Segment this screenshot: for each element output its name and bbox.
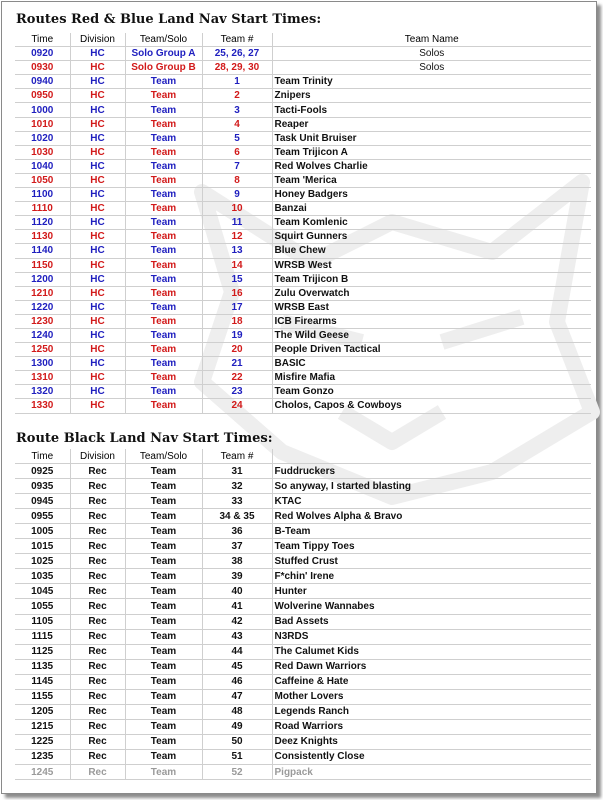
cell-team-name: Stuffed Crust (272, 554, 591, 569)
cell-division: Rec (70, 629, 125, 644)
cell-time: 1025 (15, 554, 70, 569)
cell-team-name: Team Tippy Toes (272, 539, 591, 554)
header-team-number: Team # (202, 449, 272, 464)
table-row (15, 145, 591, 159)
cell-team-solo: Team (125, 343, 202, 357)
cell-team-solo: Team (125, 464, 202, 479)
cell-time: 0945 (15, 494, 70, 509)
cell-team-solo: Team (125, 216, 202, 230)
cell-time: 0930 (15, 61, 70, 75)
table-row (15, 599, 591, 614)
cell-team-name: Honey Badgers (272, 188, 591, 202)
cell-team-solo: Team (125, 749, 202, 764)
cell-team-name: The Calumet Kids (272, 644, 591, 659)
cell-time: 0940 (15, 75, 70, 89)
cell-team-number: 48 (202, 704, 272, 719)
cell-team-solo: Team (125, 689, 202, 704)
header-time: Time (15, 33, 70, 47)
cell-team-solo: Team (125, 371, 202, 385)
cell-team-name: Cholos, Capos & Cowboys (272, 399, 591, 413)
cell-team-name: Mother Lovers (272, 689, 591, 704)
table-row (15, 131, 591, 145)
cell-team-solo: Team (125, 258, 202, 272)
table-row (15, 764, 591, 779)
cell-team-number: 12 (202, 230, 272, 244)
cell-time: 1000 (15, 103, 70, 117)
cell-time: 1220 (15, 300, 70, 314)
cell-team-name: The Wild Geese (272, 328, 591, 342)
cell-team-number: 28, 29, 30 (202, 61, 272, 75)
cell-team-name: WRSB West (272, 258, 591, 272)
cell-team-name: F*chin' Irene (272, 569, 591, 584)
cell-time: 1210 (15, 286, 70, 300)
header-team-name (272, 449, 591, 464)
table-row (15, 272, 591, 286)
table-header-row (15, 449, 591, 464)
cell-time: 1245 (15, 764, 70, 779)
cell-team-number: 13 (202, 244, 272, 258)
cell-team-name: Team Gonzo (272, 385, 591, 399)
table-row (15, 47, 591, 61)
cell-team-number: 42 (202, 614, 272, 629)
cell-division: Rec (70, 749, 125, 764)
cell-team-number: 4 (202, 117, 272, 131)
cell-team-number: 51 (202, 749, 272, 764)
cell-team-name: Squirt Gunners (272, 230, 591, 244)
cell-team-name: Deez Knights (272, 734, 591, 749)
cell-team-name: Team Trinity (272, 75, 591, 89)
cell-division: Rec (70, 524, 125, 539)
cell-team-solo: Team (125, 524, 202, 539)
cell-team-number: 23 (202, 385, 272, 399)
cell-team-solo: Team (125, 300, 202, 314)
cell-time: 1015 (15, 539, 70, 554)
table-row (15, 216, 591, 230)
cell-division: HC (70, 258, 125, 272)
cell-division: HC (70, 286, 125, 300)
cell-team-solo: Team (125, 272, 202, 286)
cell-team-name: WRSB East (272, 300, 591, 314)
cell-team-number: 21 (202, 357, 272, 371)
cell-division: HC (70, 272, 125, 286)
cell-team-solo: Team (125, 734, 202, 749)
cell-team-solo: Solo Group A (125, 47, 202, 61)
cell-team-solo: Team (125, 188, 202, 202)
cell-division: Rec (70, 479, 125, 494)
cell-division: Rec (70, 569, 125, 584)
cell-team-solo: Team (125, 674, 202, 689)
cell-team-name: Road Warriors (272, 719, 591, 734)
cell-team-number: 52 (202, 764, 272, 779)
cell-team-number: 31 (202, 464, 272, 479)
cell-team-number: 7 (202, 159, 272, 173)
cell-division: Rec (70, 614, 125, 629)
cell-team-name: KTAC (272, 494, 591, 509)
table-row (15, 159, 591, 173)
cell-team-name: Tacti-Fools (272, 103, 591, 117)
cell-division: HC (70, 75, 125, 89)
cell-team-name: Caffeine & Hate (272, 674, 591, 689)
cell-team-name: N3RDS (272, 629, 591, 644)
cell-team-name: Legends Ranch (272, 704, 591, 719)
cell-time: 1320 (15, 385, 70, 399)
cell-time: 1330 (15, 399, 70, 413)
table-row (15, 286, 591, 300)
cell-team-number: 40 (202, 584, 272, 599)
table-row (15, 357, 591, 371)
cell-team-solo: Team (125, 584, 202, 599)
header-division: Division (70, 33, 125, 47)
cell-time: 1205 (15, 704, 70, 719)
cell-time: 1020 (15, 131, 70, 145)
red-blue-schedule-table (15, 33, 591, 414)
table-row (15, 704, 591, 719)
cell-time: 1040 (15, 159, 70, 173)
cell-time: 1155 (15, 689, 70, 704)
cell-time: 1100 (15, 188, 70, 202)
cell-team-name: Team 'Merica (272, 173, 591, 187)
cell-team-name: Misfire Mafia (272, 371, 591, 385)
cell-division: Rec (70, 719, 125, 734)
cell-time: 1150 (15, 258, 70, 272)
cell-team-number: 46 (202, 674, 272, 689)
header-time: Time (15, 449, 70, 464)
header-team-solo: Team/Solo (125, 33, 202, 47)
cell-team-solo: Team (125, 704, 202, 719)
table-row (15, 584, 591, 599)
cell-team-number: 19 (202, 328, 272, 342)
cell-team-solo: Team (125, 629, 202, 644)
cell-team-number: 38 (202, 554, 272, 569)
cell-time: 1050 (15, 173, 70, 187)
cell-team-number: 2 (202, 89, 272, 103)
table-row (15, 117, 591, 131)
table-row (15, 61, 591, 75)
cell-team-number: 18 (202, 314, 272, 328)
table-header-row (15, 33, 591, 47)
cell-team-name: People Driven Tactical (272, 343, 591, 357)
cell-time: 0925 (15, 464, 70, 479)
cell-team-number: 22 (202, 371, 272, 385)
cell-time: 1300 (15, 357, 70, 371)
table-row (15, 539, 591, 554)
cell-team-solo: Team (125, 244, 202, 258)
table-row (15, 399, 591, 413)
cell-team-name: Bad Assets (272, 614, 591, 629)
cell-division: Rec (70, 494, 125, 509)
cell-team-number: 47 (202, 689, 272, 704)
cell-team-solo: Team (125, 89, 202, 103)
cell-team-number: 36 (202, 524, 272, 539)
cell-team-name: Team Trijicon B (272, 272, 591, 286)
cell-division: Rec (70, 464, 125, 479)
cell-team-name: Reaper (272, 117, 591, 131)
cell-time: 1250 (15, 343, 70, 357)
table-row (15, 644, 591, 659)
cell-team-name: Solos (272, 61, 591, 75)
cell-time: 1115 (15, 629, 70, 644)
cell-division: HC (70, 399, 125, 413)
cell-team-solo: Team (125, 286, 202, 300)
cell-division: Rec (70, 689, 125, 704)
cell-time: 1045 (15, 584, 70, 599)
table-row (15, 569, 591, 584)
cell-time: 0955 (15, 509, 70, 524)
cell-division: Rec (70, 734, 125, 749)
black-schedule-table (15, 449, 591, 780)
cell-team-name: Red Dawn Warriors (272, 659, 591, 674)
cell-team-number: 14 (202, 258, 272, 272)
cell-division: HC (70, 103, 125, 117)
cell-time: 1215 (15, 719, 70, 734)
cell-time: 1105 (15, 614, 70, 629)
cell-division: Rec (70, 644, 125, 659)
cell-division: HC (70, 357, 125, 371)
section1-title: Routes Red & Blue Land Nav Start Times: (16, 12, 322, 27)
table-row (15, 554, 591, 569)
cell-team-solo: Team (125, 159, 202, 173)
header-division: Division (70, 449, 125, 464)
cell-team-solo: Team (125, 539, 202, 554)
cell-division: HC (70, 202, 125, 216)
cell-team-solo: Team (125, 131, 202, 145)
cell-team-number: 1 (202, 75, 272, 89)
cell-team-solo: Team (125, 117, 202, 131)
cell-division: HC (70, 131, 125, 145)
table-row (15, 659, 591, 674)
table-row (15, 89, 591, 103)
table-row (15, 509, 591, 524)
table-row (15, 719, 591, 734)
cell-time: 1240 (15, 328, 70, 342)
cell-team-number: 41 (202, 599, 272, 614)
table-row (15, 385, 591, 399)
cell-division: HC (70, 117, 125, 131)
cell-team-name: Banzai (272, 202, 591, 216)
cell-team-name: Blue Chew (272, 244, 591, 258)
table-row (15, 173, 591, 187)
cell-team-number: 25, 26, 27 (202, 47, 272, 61)
cell-team-number: 11 (202, 216, 272, 230)
cell-team-solo: Team (125, 173, 202, 187)
cell-time: 1035 (15, 569, 70, 584)
cell-team-solo: Team (125, 614, 202, 629)
cell-team-solo: Team (125, 145, 202, 159)
cell-team-name: Team Komlenic (272, 216, 591, 230)
section2-title: Route Black Land Nav Start Times: (16, 431, 273, 446)
cell-division: HC (70, 371, 125, 385)
cell-time: 1135 (15, 659, 70, 674)
cell-division: HC (70, 89, 125, 103)
cell-division: Rec (70, 659, 125, 674)
cell-team-solo: Team (125, 494, 202, 509)
cell-team-number: 34 & 35 (202, 509, 272, 524)
cell-team-number: 33 (202, 494, 272, 509)
cell-team-number: 8 (202, 173, 272, 187)
cell-division: Rec (70, 704, 125, 719)
table-row (15, 689, 591, 704)
cell-team-number: 50 (202, 734, 272, 749)
cell-time: 0950 (15, 89, 70, 103)
cell-team-solo: Team (125, 659, 202, 674)
cell-division: Rec (70, 674, 125, 689)
cell-division: HC (70, 244, 125, 258)
cell-team-solo: Solo Group B (125, 61, 202, 75)
table-row (15, 524, 591, 539)
cell-team-number: 32 (202, 479, 272, 494)
table-row (15, 230, 591, 244)
cell-team-number: 9 (202, 188, 272, 202)
cell-team-solo: Team (125, 385, 202, 399)
cell-team-number: 6 (202, 145, 272, 159)
cell-team-name: Red Wolves Alpha & Bravo (272, 509, 591, 524)
cell-team-name: ICB Firearms (272, 314, 591, 328)
header-team-solo: Team/Solo (125, 449, 202, 464)
cell-division: Rec (70, 509, 125, 524)
cell-division: Rec (70, 539, 125, 554)
cell-team-name: Pigpack (272, 764, 591, 779)
cell-team-name: Fuddruckers (272, 464, 591, 479)
table-row (15, 188, 591, 202)
cell-team-solo: Team (125, 719, 202, 734)
cell-time: 1055 (15, 599, 70, 614)
cell-team-solo: Team (125, 230, 202, 244)
table-row (15, 734, 591, 749)
cell-time: 1230 (15, 314, 70, 328)
cell-team-number: 24 (202, 399, 272, 413)
table-row (15, 328, 591, 342)
header-team-number: Team # (202, 33, 272, 47)
table-row (15, 464, 591, 479)
table-row (15, 202, 591, 216)
cell-team-number: 17 (202, 300, 272, 314)
cell-division: HC (70, 314, 125, 328)
cell-team-number: 5 (202, 131, 272, 145)
table-row (15, 314, 591, 328)
cell-division: Rec (70, 554, 125, 569)
cell-team-solo: Team (125, 399, 202, 413)
cell-team-number: 16 (202, 286, 272, 300)
cell-team-solo: Team (125, 554, 202, 569)
cell-team-solo: Team (125, 599, 202, 614)
cell-team-solo: Team (125, 328, 202, 342)
cell-division: HC (70, 159, 125, 173)
cell-team-solo: Team (125, 202, 202, 216)
cell-team-solo: Team (125, 103, 202, 117)
cell-team-solo: Team (125, 569, 202, 584)
cell-division: HC (70, 343, 125, 357)
cell-team-number: 43 (202, 629, 272, 644)
cell-time: 1110 (15, 202, 70, 216)
cell-team-solo: Team (125, 314, 202, 328)
cell-time: 1010 (15, 117, 70, 131)
cell-team-number: 45 (202, 659, 272, 674)
cell-time: 1005 (15, 524, 70, 539)
table-row (15, 103, 591, 117)
cell-team-name: Wolverine Wannabes (272, 599, 591, 614)
cell-team-solo: Team (125, 75, 202, 89)
cell-team-number: 37 (202, 539, 272, 554)
table-row (15, 258, 591, 272)
cell-division: Rec (70, 599, 125, 614)
cell-team-name: Task Unit Bruiser (272, 131, 591, 145)
cell-time: 1130 (15, 230, 70, 244)
cell-time: 1125 (15, 644, 70, 659)
table-row (15, 244, 591, 258)
cell-time: 1030 (15, 145, 70, 159)
header-team-name: Team Name (272, 33, 591, 47)
cell-team-solo: Team (125, 479, 202, 494)
cell-division: HC (70, 300, 125, 314)
table-row (15, 479, 591, 494)
cell-division: HC (70, 188, 125, 202)
table-row (15, 371, 591, 385)
cell-team-name: B-Team (272, 524, 591, 539)
cell-team-number: 49 (202, 719, 272, 734)
table-row (15, 300, 591, 314)
cell-time: 1120 (15, 216, 70, 230)
cell-team-number: 10 (202, 202, 272, 216)
cell-team-name: Team Trijicon A (272, 145, 591, 159)
cell-division: Rec (70, 584, 125, 599)
cell-time: 1310 (15, 371, 70, 385)
cell-team-name: Consistently Close (272, 749, 591, 764)
cell-team-solo: Team (125, 509, 202, 524)
cell-time: 0935 (15, 479, 70, 494)
cell-division: HC (70, 230, 125, 244)
cell-time: 1225 (15, 734, 70, 749)
table-row (15, 75, 591, 89)
cell-division: HC (70, 61, 125, 75)
cell-team-number: 3 (202, 103, 272, 117)
table-row (15, 614, 591, 629)
table-row (15, 749, 591, 764)
cell-team-number: 44 (202, 644, 272, 659)
cell-time: 1200 (15, 272, 70, 286)
cell-time: 1140 (15, 244, 70, 258)
document-page (1, 1, 597, 794)
cell-division: HC (70, 385, 125, 399)
cell-division: HC (70, 47, 125, 61)
cell-team-name: Hunter (272, 584, 591, 599)
cell-team-name: Zulu Overwatch (272, 286, 591, 300)
cell-team-name: Znipers (272, 89, 591, 103)
cell-team-number: 39 (202, 569, 272, 584)
cell-division: HC (70, 328, 125, 342)
cell-time: 0920 (15, 47, 70, 61)
cell-division: HC (70, 145, 125, 159)
cell-team-name: So anyway, I started blasting (272, 479, 591, 494)
cell-team-name: Solos (272, 47, 591, 61)
cell-team-name: BASIC (272, 357, 591, 371)
cell-division: Rec (70, 764, 125, 779)
cell-team-number: 15 (202, 272, 272, 286)
cell-team-solo: Team (125, 357, 202, 371)
table-row (15, 494, 591, 509)
cell-division: HC (70, 173, 125, 187)
cell-team-solo: Team (125, 764, 202, 779)
table-row (15, 343, 591, 357)
table-row (15, 629, 591, 644)
cell-time: 1145 (15, 674, 70, 689)
cell-team-number: 20 (202, 343, 272, 357)
cell-time: 1235 (15, 749, 70, 764)
cell-division: HC (70, 216, 125, 230)
cell-team-name: Red Wolves Charlie (272, 159, 591, 173)
table-row (15, 674, 591, 689)
cell-team-solo: Team (125, 644, 202, 659)
